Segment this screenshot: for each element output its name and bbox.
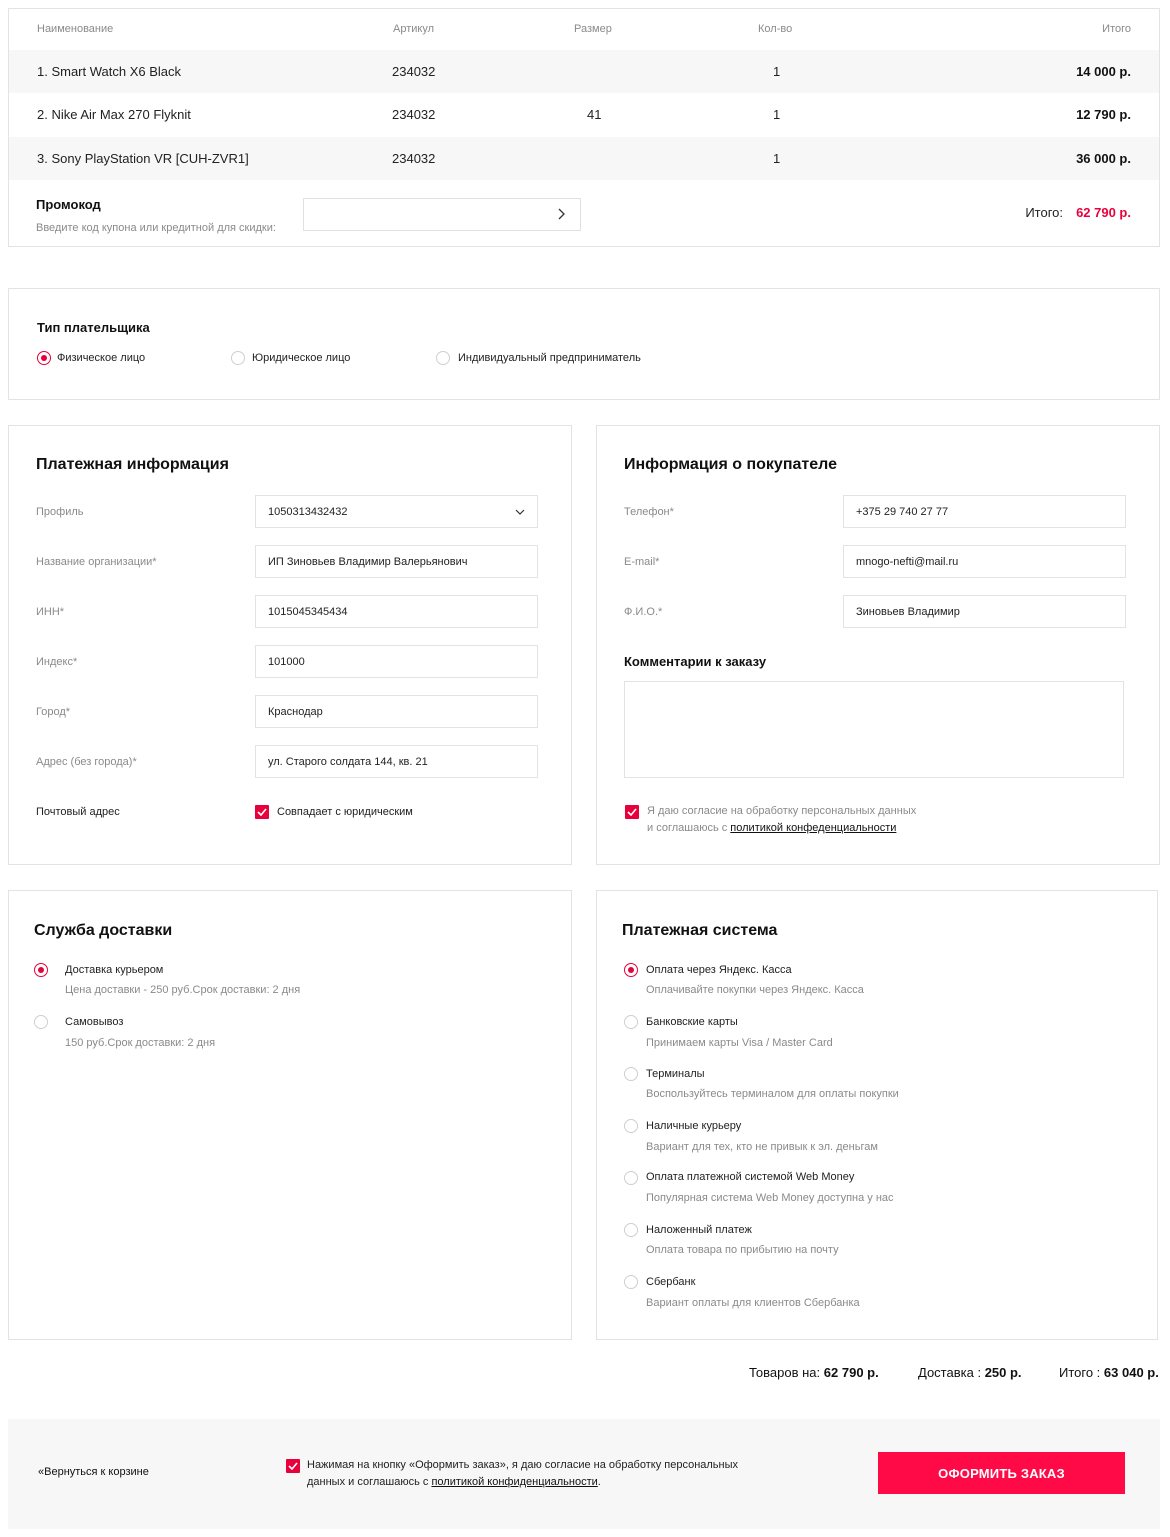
order-consent-checkbox[interactable] <box>286 1459 300 1473</box>
payment-option-title[interactable]: Терминалы <box>646 1068 705 1080</box>
buyer-panel <box>596 425 1160 865</box>
payer-type-title: Тип плательщика <box>37 320 150 335</box>
delivery-title: Служба доставки <box>34 922 173 939</box>
back-to-cart-link[interactable] <box>38 1466 149 1478</box>
address-field <box>255 745 538 778</box>
goods-total-label: Товаров на: <box>749 1365 821 1380</box>
grand-total-label: Итого : <box>1059 1365 1101 1380</box>
double-chevron-left-icon: « <box>38 1466 45 1478</box>
profile-label: Профиль <box>36 506 84 518</box>
item-name: 3. Sony PlayStation VR [CUH-ZVR1] <box>37 151 249 166</box>
checkout-footer <box>8 1419 1160 1529</box>
header-size: Размер <box>574 23 612 35</box>
comment-textarea[interactable] <box>624 681 1124 778</box>
item-name: 2. Nike Air Max 270 Flyknit <box>37 107 191 122</box>
buyer-consent-checkbox[interactable] <box>625 805 639 819</box>
header-name: Наименование <box>37 23 114 35</box>
payer-label-legal[interactable]: Юридическое лицо <box>252 352 351 364</box>
payment-option-desc: Воспользуйтесь терминалом для оплаты покупки <box>646 1088 899 1100</box>
zip-input[interactable] <box>256 646 537 677</box>
org-input[interactable] <box>256 546 537 577</box>
payer-label-individual[interactable]: Физическое лицо <box>57 352 146 364</box>
delivery-radio-courier[interactable] <box>34 963 48 977</box>
payer-label-entrepreneur[interactable]: Индивидуальный предприниматель <box>458 352 641 364</box>
inn-input[interactable] <box>256 596 537 627</box>
promo-field <box>303 198 581 231</box>
promo-input[interactable] <box>304 199 544 230</box>
grand-total-value: 63 040 р. <box>1103 1365 1159 1380</box>
chevron-down-icon[interactable] <box>515 508 525 516</box>
item-article: 234032 <box>392 107 436 122</box>
consent-line-1: Я даю согласие на обработку персональных данных <box>647 805 917 817</box>
payment-option-desc: Оплачивайте покупки через Яндекс. Касса <box>646 984 864 996</box>
payment-option-title[interactable]: Оплата платежной системой Web Money <box>646 1171 855 1183</box>
item-total: 36 000 р. <box>1076 151 1131 166</box>
phone-field <box>843 495 1126 528</box>
payment-radio[interactable] <box>624 1015 638 1029</box>
delivery-panel <box>8 890 572 1340</box>
payment-option-title[interactable]: Сбербанк <box>646 1276 696 1288</box>
zip-field <box>255 645 538 678</box>
billing-panel <box>8 425 572 865</box>
item-name: 1. Smart Watch X6 Black <box>37 64 182 79</box>
goods-total <box>749 1365 879 1380</box>
table-row <box>9 137 1159 180</box>
table-row <box>9 50 1159 93</box>
payment-option-desc: Оплата товара по прибытию на почту <box>646 1244 839 1256</box>
payment-option-desc: Популярная система Web Money доступна у нас <box>646 1192 894 1204</box>
checkmark-icon <box>288 1462 298 1470</box>
order-consent-prefix: Нажимая на кнопку «Оформить заказ», я даю согласие на обработку персональных данных и соглашаюсь с <box>307 1459 739 1488</box>
item-qty: 1 <box>773 151 781 166</box>
payment-radio[interactable] <box>624 1223 638 1237</box>
postal-label: Почтовый адрес <box>36 806 120 818</box>
fio-label: Ф.И.О.* <box>624 606 663 618</box>
promo-hint: Введите код купона или кредитной для скидки: <box>36 222 276 234</box>
payment-option-title[interactable]: Наличные курьеру <box>646 1120 742 1132</box>
payment-radio[interactable] <box>624 1275 638 1289</box>
item-size: 41 <box>587 107 602 122</box>
city-field <box>255 695 538 728</box>
header-qty: Кол-во <box>758 23 793 35</box>
item-qty: 1 <box>773 64 781 79</box>
header-total: Итого <box>1102 23 1131 35</box>
comment-title: Комментарии к заказу <box>624 654 767 669</box>
order-consent-text <box>307 1457 767 1491</box>
phone-input[interactable] <box>844 496 1125 527</box>
sum-value: 62 790 р. <box>1076 205 1131 220</box>
buyer-consent-text <box>647 803 916 837</box>
delivery-option-desc: Цена доставки - 250 руб.Срок доставки: 2 дня <box>65 984 301 996</box>
payment-radio[interactable] <box>624 1067 638 1081</box>
chevron-right-icon[interactable] <box>554 207 568 221</box>
privacy-policy-link[interactable]: политикой конфеденциальности <box>730 822 897 834</box>
item-article: 234032 <box>392 64 436 79</box>
order-consent-suffix: . <box>597 1476 601 1488</box>
fio-input[interactable] <box>844 596 1125 627</box>
payer-radio-entrepreneur[interactable] <box>436 351 450 365</box>
payment-radio[interactable] <box>624 963 638 977</box>
delivery-option-title[interactable]: Доставка курьером <box>65 964 164 976</box>
email-label: E-mail* <box>624 556 660 568</box>
delivery-option-desc: 150 руб.Срок доставки: 2 дня <box>65 1037 216 1049</box>
grand-total <box>1059 1365 1159 1380</box>
checkmark-icon <box>627 808 637 816</box>
postal-same-label[interactable]: Совпадает с юридическим <box>277 806 413 818</box>
goods-total-value: 62 790 р. <box>823 1365 879 1380</box>
table-row <box>9 93 1159 136</box>
item-qty: 1 <box>773 107 781 122</box>
payer-radio-individual[interactable] <box>37 351 51 365</box>
address-input[interactable] <box>256 746 537 777</box>
delivery-total-label: Доставка : <box>918 1365 982 1380</box>
payment-option-title[interactable]: Наложенный платеж <box>646 1224 752 1236</box>
order-table <box>8 8 1160 247</box>
checkmark-icon <box>257 808 267 816</box>
org-field <box>255 545 538 578</box>
billing-title: Платежная информация <box>36 456 229 473</box>
payment-option-desc: Вариант для тех, кто не привык к эл. деньгам <box>646 1141 878 1153</box>
payment-title: Платежная система <box>622 922 778 939</box>
fio-field <box>843 595 1126 628</box>
payment-radio[interactable] <box>624 1119 638 1133</box>
profile-value[interactable] <box>256 496 537 527</box>
payment-option-title[interactable]: Банковские карты <box>646 1016 738 1028</box>
delivery-total-value: 250 р. <box>984 1365 1022 1380</box>
email-input[interactable] <box>844 546 1125 577</box>
place-order-button[interactable]: ОФОРМИТЬ ЗАКАЗ <box>878 1452 1125 1494</box>
delivery-option-title[interactable]: Самовывоз <box>65 1016 124 1028</box>
item-total: 12 790 р. <box>1076 107 1131 122</box>
address-label: Адрес (без города)* <box>36 756 137 768</box>
inn-field <box>255 595 538 628</box>
payment-option-desc: Принимаем карты Visa / Master Card <box>646 1037 833 1049</box>
payment-option-title[interactable]: Оплата через Яндекс. Касса <box>646 964 792 976</box>
header-article: Артикул <box>393 23 435 35</box>
inn-label: ИНН* <box>36 606 65 618</box>
zip-label: Индекс* <box>36 656 78 668</box>
org-label: Название организации* <box>36 556 157 568</box>
item-article: 234032 <box>392 151 436 166</box>
back-to-cart-label: Вернуться к корзине <box>44 1466 149 1478</box>
consent-prefix: и соглашаюсь с <box>647 822 731 834</box>
city-label: Город* <box>36 706 71 718</box>
consent-line-2 <box>647 820 916 837</box>
payer-radio-legal[interactable] <box>231 351 245 365</box>
order-privacy-policy-link[interactable]: политикой конфиденциальности <box>431 1476 598 1488</box>
item-total: 14 000 р. <box>1076 64 1131 79</box>
payment-panel <box>596 890 1158 1340</box>
delivery-total <box>918 1365 1022 1380</box>
buyer-title: Информация о покупателе <box>624 456 837 473</box>
payment-option-desc: Вариант оплаты для клиентов Сбербанка <box>646 1297 860 1309</box>
email-field <box>843 545 1126 578</box>
city-input[interactable] <box>256 696 537 727</box>
delivery-radio-pickup[interactable] <box>34 1015 48 1029</box>
postal-same-checkbox[interactable] <box>255 805 269 819</box>
payer-type-panel <box>8 288 1160 400</box>
phone-label: Телефон* <box>624 506 674 518</box>
sum-label: Итого: <box>1025 205 1063 220</box>
promo-title: Промокод <box>36 197 101 212</box>
profile-select[interactable] <box>255 495 538 528</box>
payment-radio[interactable] <box>624 1171 638 1185</box>
